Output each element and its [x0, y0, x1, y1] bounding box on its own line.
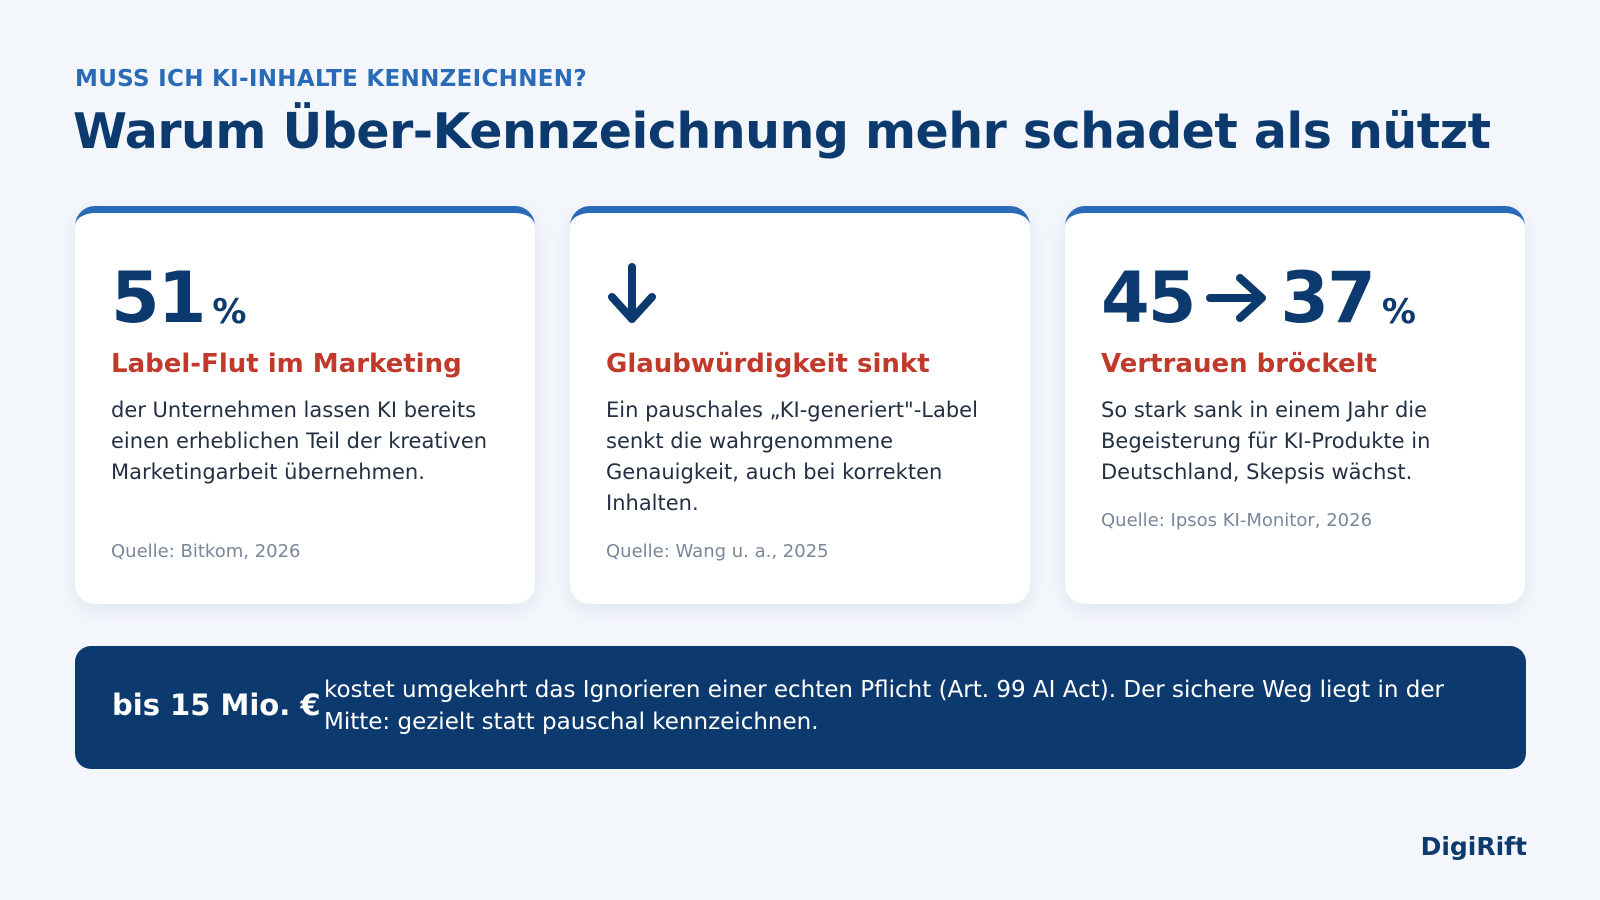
- stat-unit: %: [1381, 292, 1416, 332]
- page-kicker: MUSS ICH KI-INHALTE KENNZEICHNEN?: [75, 66, 587, 92]
- arrow-right-icon: [1206, 273, 1268, 323]
- stat-value-to: 37: [1280, 257, 1374, 339]
- stat-figure: [1101, 253, 1416, 339]
- stat-value-from: 45: [1101, 257, 1195, 339]
- banner-stat: bis 15 Mio. €: [112, 688, 321, 722]
- penalty-banner: [75, 646, 1526, 769]
- card-title: Vertrauen bröckelt: [1101, 349, 1377, 379]
- page-title: Warum Über-Kennzeichnung mehr schadet als nützt: [73, 103, 1491, 160]
- card-source: Quelle: Bitkom, 2026: [111, 541, 301, 562]
- card-title: Glaubwürdigkeit sinkt: [606, 349, 930, 379]
- stat-card-label-flood: [75, 206, 535, 604]
- card-body: So stark sank in einem Jahr die Begeisterung für KI-Produkte in Deutschland, Skepsis wächst.: [1101, 398, 1431, 484]
- card-source: Quelle: Wang u. a., 2025: [606, 541, 829, 562]
- stat-unit: %: [212, 292, 247, 332]
- stat-value: 51: [111, 257, 205, 339]
- stat-card-trust: [1065, 206, 1525, 604]
- banner-text: kostet umgekehrt das Ignorieren einer echten Pflicht (Art. 99 AI Act). Der sichere Weg liegt in der Mitte: gezielt statt pauschal kennzeichnen.: [324, 677, 1444, 735]
- card-source: Quelle: Ipsos KI-Monitor, 2026: [1101, 510, 1373, 531]
- card-body: der Unternehmen lassen KI bereits einen erheblichen Teil der kreativen Marketingarbeit übernehmen.: [111, 398, 488, 484]
- brand-logo: DigiRift: [1420, 832, 1527, 861]
- card-body: Ein pauschales „KI-generiert"-Label senkt die wahrgenommene Genauigkeit, auch bei korrekten Inhalten.: [606, 398, 978, 515]
- card-title: Label-Flut im Marketing: [111, 349, 462, 379]
- stat-card-credibility: [570, 206, 1030, 604]
- arrow-down-icon: [606, 263, 658, 325]
- stat-figure: [111, 253, 247, 339]
